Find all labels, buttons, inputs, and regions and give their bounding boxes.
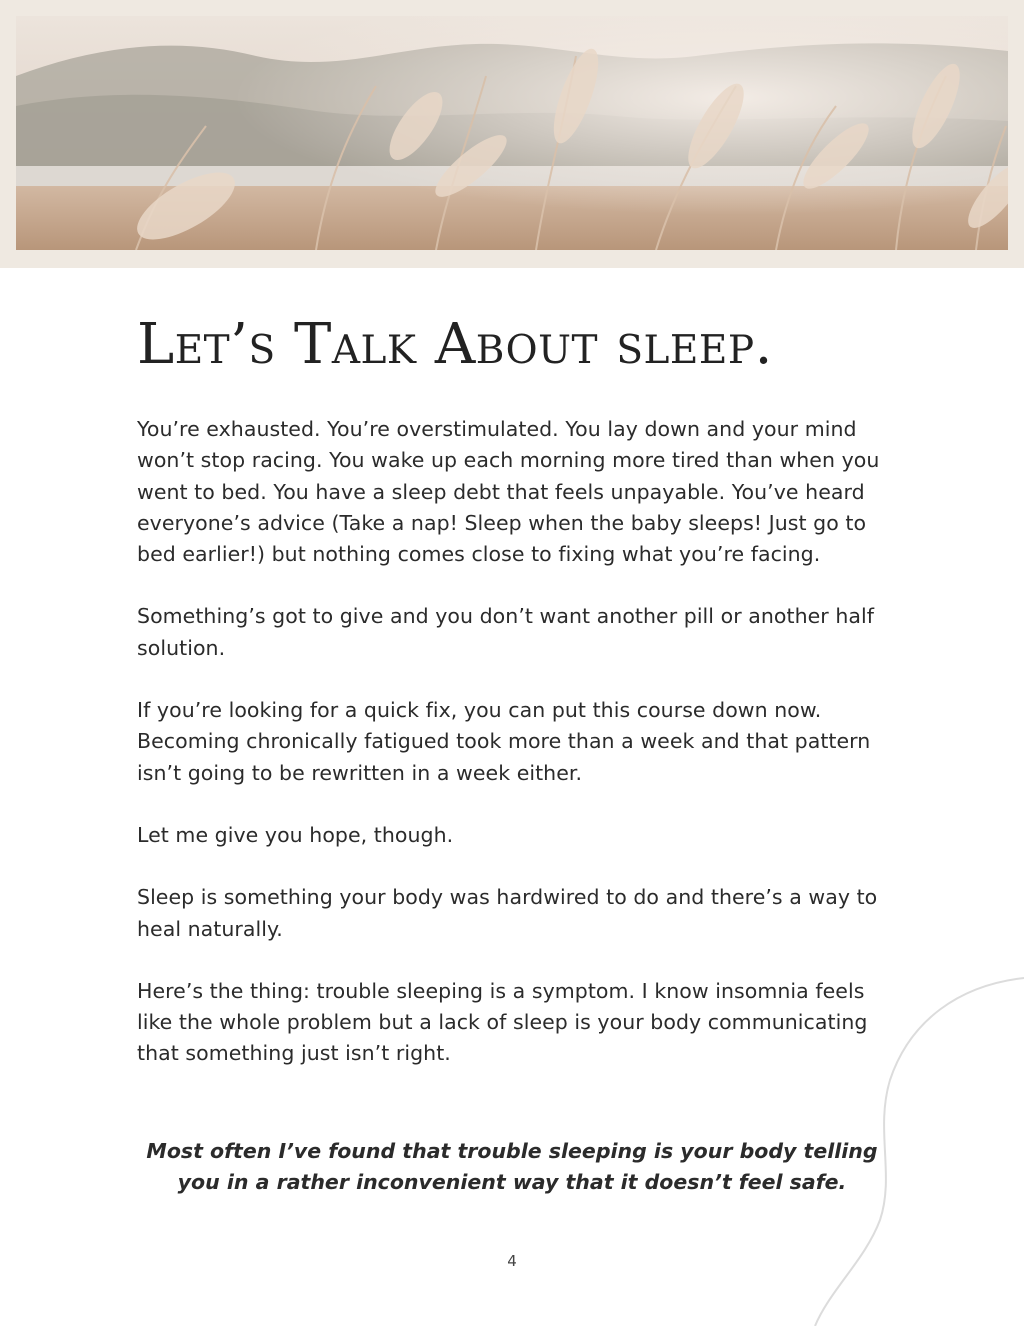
paragraph: Sleep is something your body was hardwired to do and there’s a way to heal naturally. bbox=[137, 885, 878, 941]
banner-frame bbox=[0, 0, 1024, 268]
paragraph: Something’s got to give and you don’t want another pill or another half solution. bbox=[137, 604, 875, 660]
paragraph: If you’re looking for a quick fix, you can put this course down now. Becoming chronically fatigued took more than a week and that pattern isn’t going to be rewritten in a week either. bbox=[137, 698, 871, 785]
callout-quote: Most often I’ve found that trouble sleeping is your body telling you in a rather inconvenient way that it doesn’t feel safe. bbox=[146, 1139, 878, 1195]
page-title: Let’s Talk About sleep. bbox=[137, 312, 773, 377]
paragraph: Here’s the thing: trouble sleeping is a symptom. I know insomnia feels like the whole problem but a lack of sleep is your body communicating that something just isn’t right. bbox=[137, 978, 868, 1066]
paragraph: Let me give you hope, though. bbox=[137, 822, 454, 847]
page-number: 4 bbox=[507, 1252, 517, 1270]
body-text bbox=[137, 414, 897, 1101]
paragraph: You’re exhausted. You’re overstimulated. You lay down and your mind won’t stop racing. You wake up each morning more tired than when you went to bed. You have a sleep debt that feels unpayable. You’ve heard everyone’s advice (Take a nap! Sleep when the baby sleeps! Just go to bed earlier!) but nothing comes close to fixing what you’re facing. bbox=[137, 417, 880, 567]
pampas-grass-landscape-image bbox=[16, 16, 1008, 250]
header-photo bbox=[16, 16, 1008, 250]
